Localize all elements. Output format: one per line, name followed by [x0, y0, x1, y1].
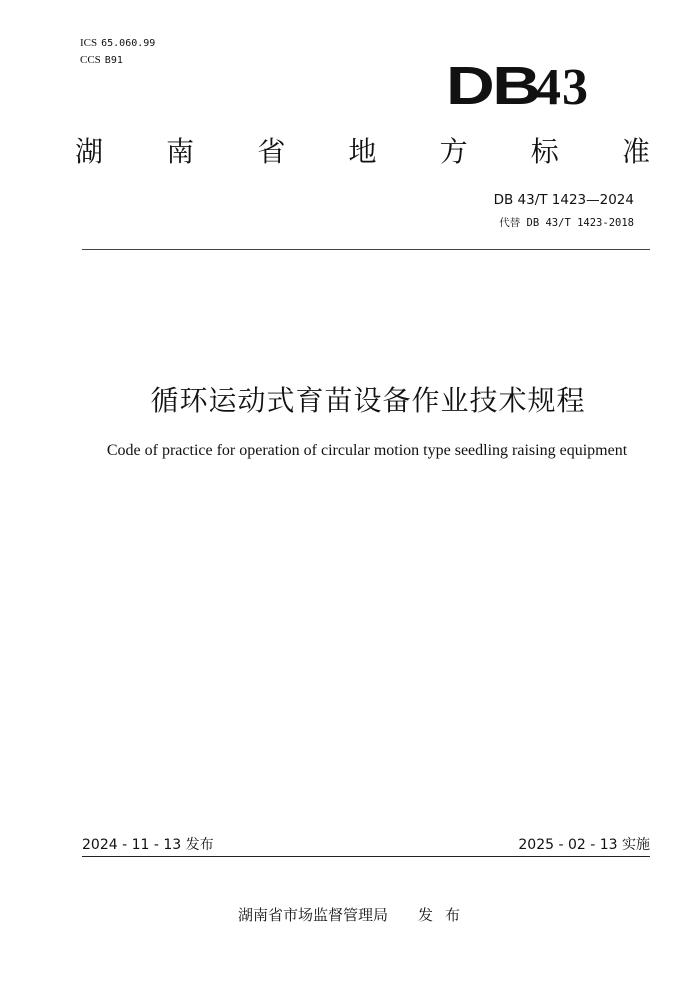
standard-type-char: 湖: [75, 135, 104, 168]
publisher-action: 发布: [418, 906, 473, 924]
standard-type-char: 省: [257, 135, 286, 168]
standard-type-char: 标: [530, 135, 559, 168]
standard-type-char: 地: [348, 135, 377, 168]
standard-type-heading: [75, 132, 650, 172]
header-divider: [82, 249, 650, 250]
classification-codes: [80, 35, 155, 69]
document-title-en: Code of practice for operation of circular motion type seedling raising equipment: [106, 442, 628, 459]
ccs-code: [80, 52, 155, 69]
ics-code: [80, 35, 155, 52]
ics-value: 65.060.99: [101, 38, 156, 49]
db43-logo: [446, 56, 589, 116]
replaces-standard: 代替 DB 43/T 1423-2018: [499, 217, 634, 229]
ccs-value: B91: [104, 55, 123, 66]
logo-number: 43: [535, 59, 589, 116]
document-title-cn: 循环运动式育苗设备作业技术规程: [150, 384, 586, 417]
publisher: [238, 904, 472, 926]
implementation-date: 2025 - 02 - 13 实施: [518, 837, 650, 853]
issue-date: 2024 - 11 - 13 发布: [82, 837, 214, 853]
ccs-label: CCS: [80, 54, 101, 66]
standard-number: DB 43/T 1423—2024: [493, 192, 634, 208]
ics-label: ICS: [80, 37, 98, 49]
publisher-org: 湖南省市场监督管理局: [238, 906, 389, 924]
standard-type-char: 准: [621, 135, 650, 168]
standard-type-char: 南: [166, 135, 195, 168]
logo-letters: DB: [446, 56, 539, 116]
standard-type-char: 方: [439, 135, 468, 168]
footer-divider: [82, 856, 650, 857]
